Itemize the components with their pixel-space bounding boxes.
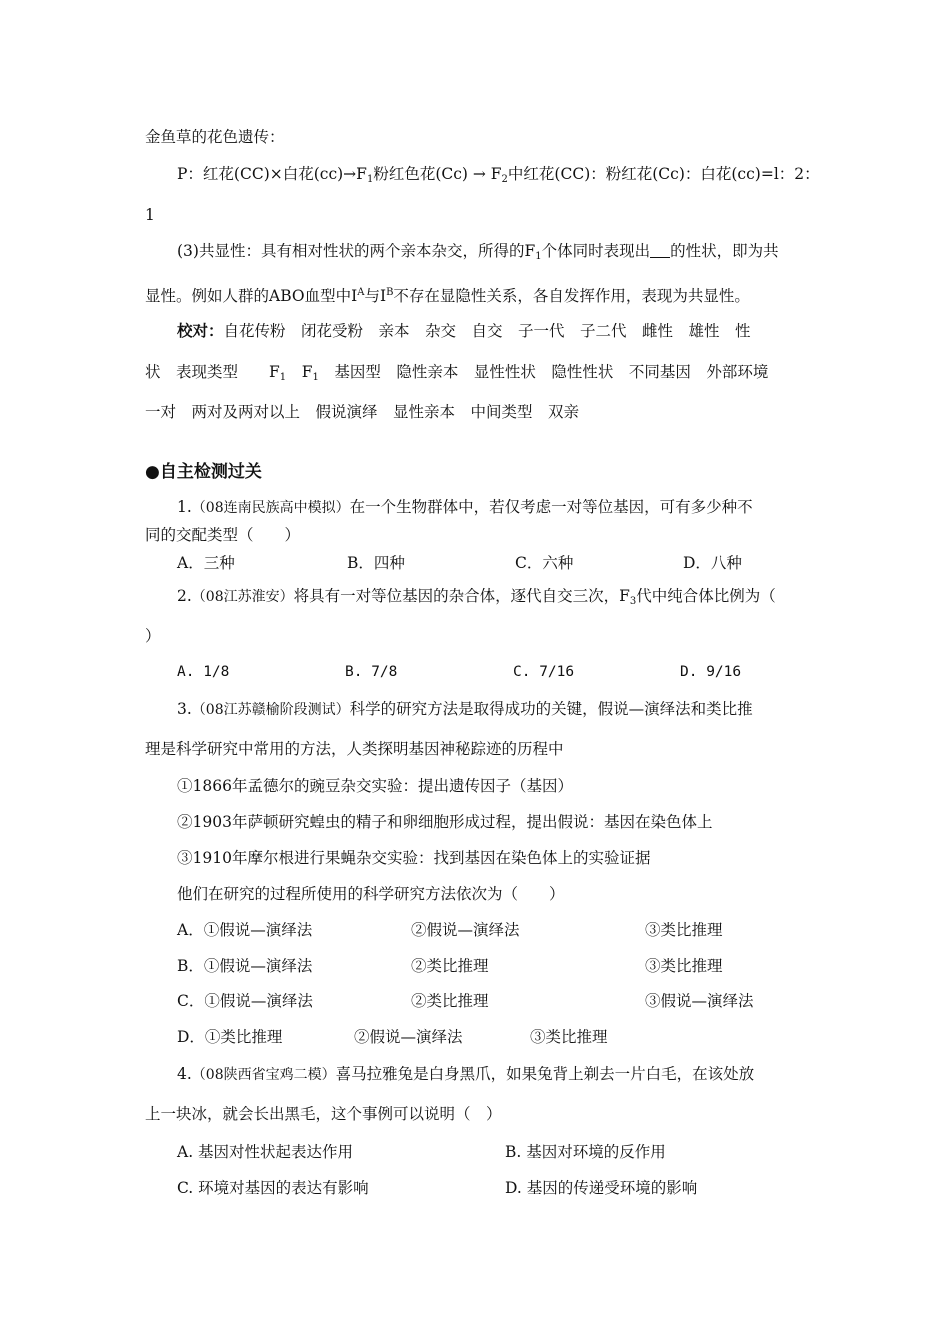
q3-option-d[interactable]: D．①类比推理 [177,1028,283,1046]
q1-option-a[interactable]: A．三种 [177,554,235,572]
q3-item-2: ②1903年萨顿研究蝗虫的精子和卵细胞形成过程，提出假说：基因在染色体上 [177,813,713,831]
q3-option-a-2: ②假说—演绎法 [411,921,520,939]
q3-option-c-2: ②类比推理 [411,992,489,1010]
q4-option-b[interactable]: B. 基因对环境的反作用 [505,1143,666,1161]
question-3-cont: 理是科学研究中常用的方法，人类探明基因神秘踪迹的历程中 [145,740,564,758]
q3-option-b-3: ③类比推理 [645,957,723,975]
cross-formula-tail: 1 [145,206,155,224]
q2-option-a[interactable]: A. 1/8 [177,664,230,680]
q2-option-b[interactable]: B. 7/8 [345,664,398,680]
question-2: 2.（08江苏淮安）将具有一对等位基因的杂合体，逐代自交三次，$F_3$代中纯合体比例为（ [177,587,776,607]
question-3: 3.（08江苏赣榆阶段测试）科学的研究方法是取得成功的关键，假说—演绎法和类比推 [177,700,753,718]
answer-blank [650,243,670,258]
q4-option-d[interactable]: D. 基因的传递受环境的影响 [505,1179,698,1197]
q3-item-3: ③1910年摩尔根进行果蝇杂交实验：找到基因在染色体上的实验证据 [177,849,651,867]
q3-option-a-3: ③类比推理 [645,921,723,939]
answer-check-row-3: 一对 两对及两对以上 假说演绎 显性亲本 中间类型 双亲 [145,403,580,421]
cross-formula: P：红花(CC)×白花$(cc)\to F_1$粉红色花$(Cc) \to F_2$中红花(CC)：粉红花(Cc)：白花(cc)=l：2： [177,165,820,185]
q1-option-b[interactable]: B．四种 [347,554,405,572]
q3-option-c[interactable]: C．①假说—演绎法 [177,992,313,1010]
q3-option-b[interactable]: B．①假说—演绎法 [177,957,313,975]
answer-check-row-2: 状 表现类型 $F_1$ $F_1$ 基因型 隐性亲本 显性性状 隐性性状 不同基因 外部环境 [145,363,769,383]
codominance-line-1: (3)共显性：具有相对性状的两个亲本杂交，所得的$F_1$个体同时表现出 的性状，即为共 [177,242,779,262]
q2-option-d[interactable]: D. 9/16 [680,664,742,680]
q3-question: 他们在研究的过程所使用的科学研究方法依次为（ ） [177,885,565,903]
question-2-cont: ） [145,627,161,645]
q2-option-c[interactable]: C. 7/16 [513,664,575,680]
answer-check-label: 校对： [177,321,224,340]
q1-option-c[interactable]: C．六种 [515,554,574,572]
q3-option-b-2: ②类比推理 [411,957,489,975]
question-4-cont: 上一块冰，就会长出黑毛，这个事例可以说明（ ） [145,1105,502,1123]
q3-option-a[interactable]: A．①假说—演绎法 [177,921,313,939]
question-4: 4.（08陕西省宝鸡二模）喜马拉雅兔是白身黑爪，如果兔背上剃去一片白毛，在该处放 [177,1065,755,1083]
q4-option-c[interactable]: C. 环境对基因的表达有影响 [177,1179,369,1197]
q3-option-d-2: ②假说—演绎法 [354,1028,463,1046]
q3-option-c-3: ③假说—演绎法 [645,992,754,1010]
intro-line: 金鱼草的花色遗传： [145,128,285,146]
codominance-line-2: 显性。例如人群的ABO血型中$I^A$与$I^B$不存在显隐性关系，各自发挥作用，表现为共显性。 [145,287,750,305]
q3-option-d-3: ③类比推理 [530,1028,608,1046]
question-1: 1.（08连南民族高中模拟）在一个生物群体中，若仅考虑一对等位基因，可有多少种不 [177,498,753,516]
question-1-cont: 同的交配类型（ ） [145,526,301,544]
q3-item-1: ①1866年孟德尔的豌豆杂交实验：提出遗传因子（基因） [177,777,573,795]
q4-option-a[interactable]: A. 基因对性状起表达作用 [177,1143,354,1161]
section-title: ●自主检测过关 [145,462,262,482]
answer-check-row-1: 校对：自花传粉 闭花受粉 亲本 杂交 自交 子一代 子二代 雌性 雄性 性 [177,321,751,340]
q1-option-d[interactable]: D．八种 [683,554,742,572]
